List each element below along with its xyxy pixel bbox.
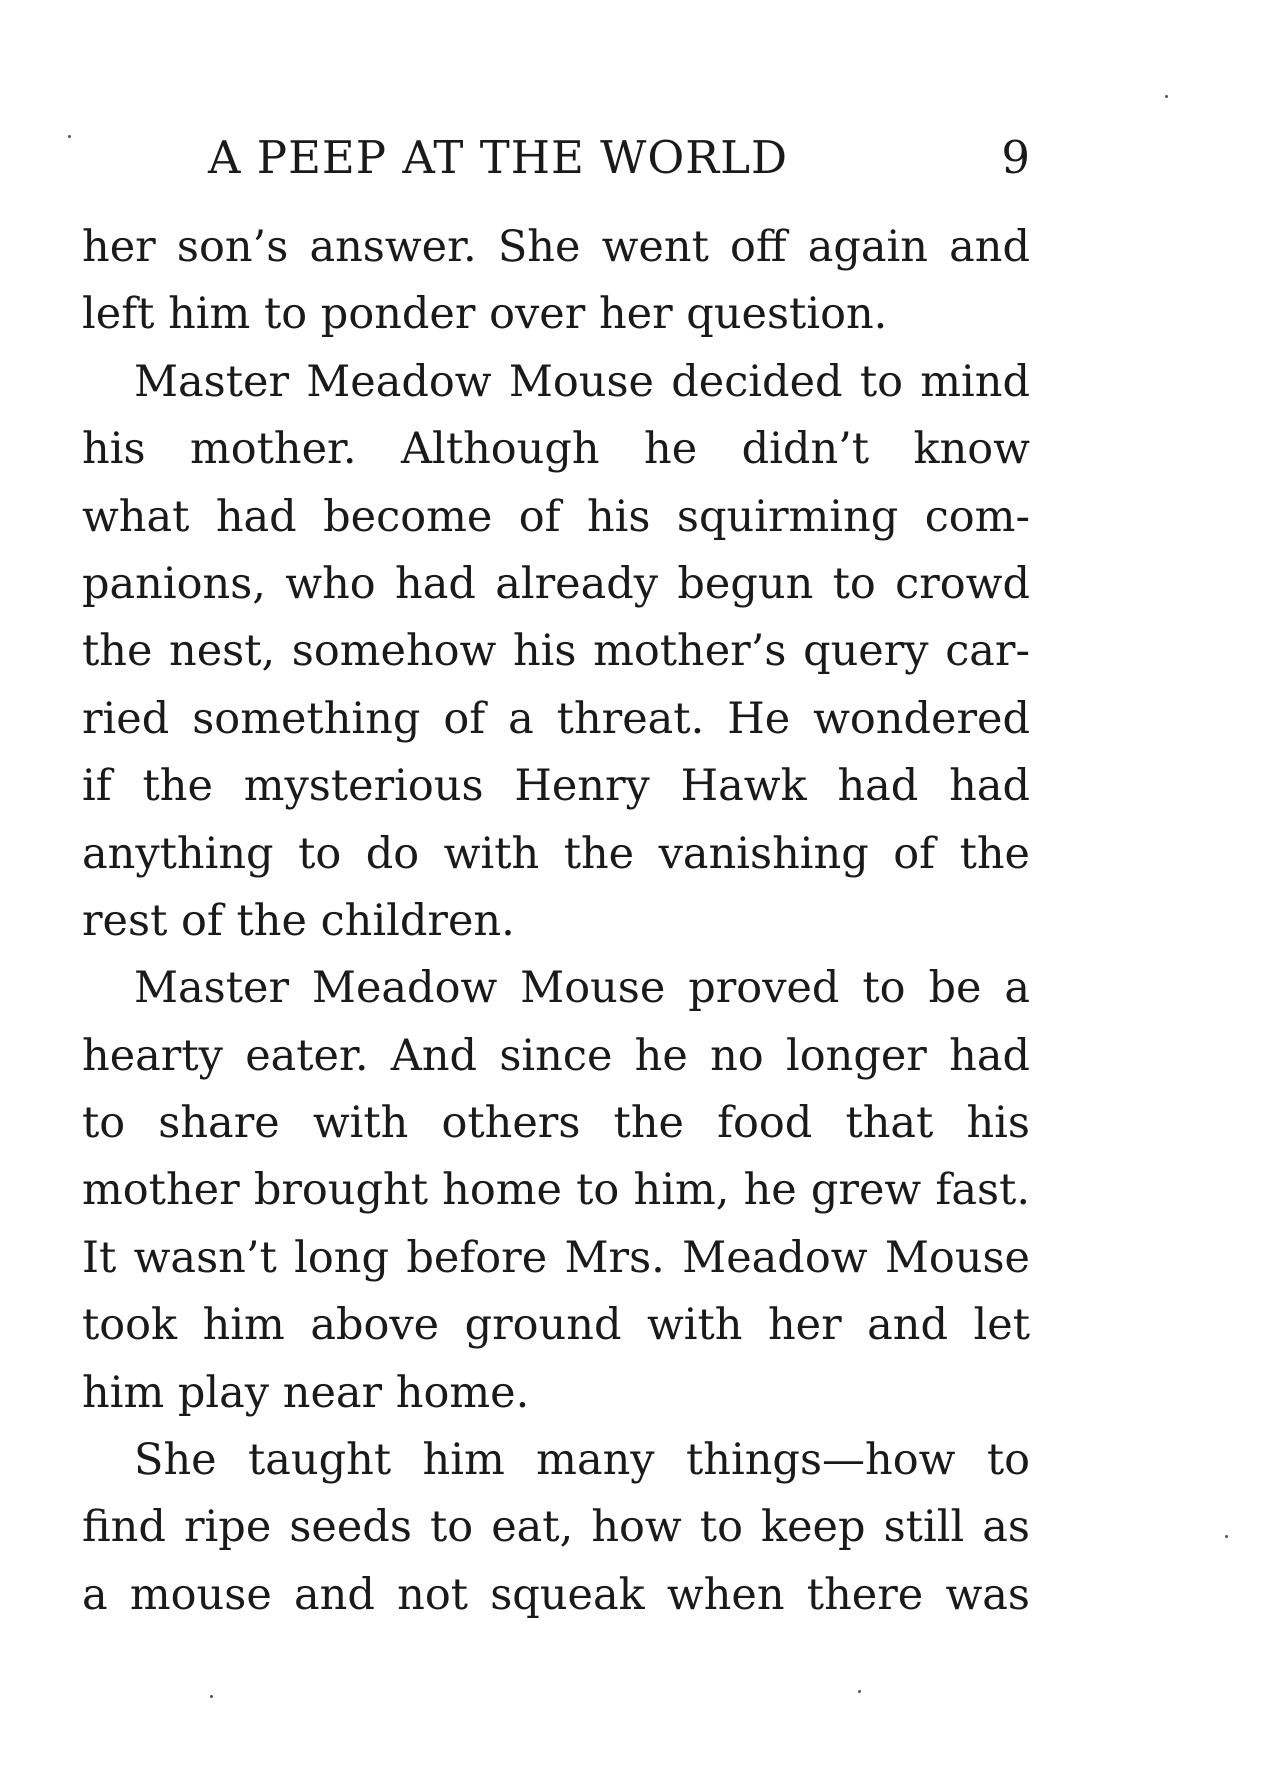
text-line: It wasn’t long before Mrs. Meadow Mouse — [82, 1232, 1030, 1283]
text-line: the nest, somehow his mother’s query car- — [82, 626, 1030, 677]
text-line: hearty eater. And since he no longer had — [82, 1030, 1030, 1081]
text-line: him play near home. — [82, 1367, 530, 1418]
text-line: ried something of a threat. He wondered — [82, 693, 1030, 744]
text-line: to share with others the food that his — [82, 1098, 1030, 1149]
page-number: 9 — [1001, 131, 1030, 184]
text-line: her son’s answer. She went off again and — [82, 222, 1030, 272]
scan-speck — [210, 1695, 213, 1698]
text-line: a mouse and not squeak when there was — [82, 1569, 1030, 1620]
body-text — [82, 214, 1030, 1629]
text-line: anything to do with the vanishing of the — [82, 828, 1030, 879]
text-line: find ripe seeds to eat, how to keep still as — [82, 1502, 1030, 1553]
paragraph — [82, 349, 1030, 956]
scan-speck — [68, 135, 71, 138]
running-head: A PEEP AT THE WORLD — [208, 131, 789, 184]
text-line: mother brought home to him, he grew fast. — [82, 1165, 1030, 1216]
text-line: left him to ponder over her question. — [82, 289, 888, 340]
text-line: what had become of his squirming com- — [82, 491, 1030, 542]
paragraph — [82, 214, 1030, 349]
text-line: Master Meadow Mouse proved to be a — [134, 963, 1030, 1014]
scan-speck — [1165, 95, 1168, 98]
text-line: panions, who had already begun to crowd — [82, 558, 1030, 609]
scan-speck — [1225, 1535, 1228, 1538]
paragraph — [82, 955, 1030, 1427]
scan-speck — [858, 1690, 861, 1693]
text-line: his mother. Although he didn’t know — [82, 424, 1030, 475]
paragraph — [82, 1427, 1030, 1629]
text-line: She taught him many things—how to — [134, 1435, 1030, 1486]
text-line: rest of the children. — [82, 895, 515, 946]
page-header — [82, 128, 1030, 188]
text-line: Master Meadow Mouse decided to mind — [134, 356, 1030, 407]
text-line: if the mysterious Henry Hawk had had — [82, 761, 1030, 812]
text-line: took him above ground with her and let — [82, 1300, 1030, 1351]
